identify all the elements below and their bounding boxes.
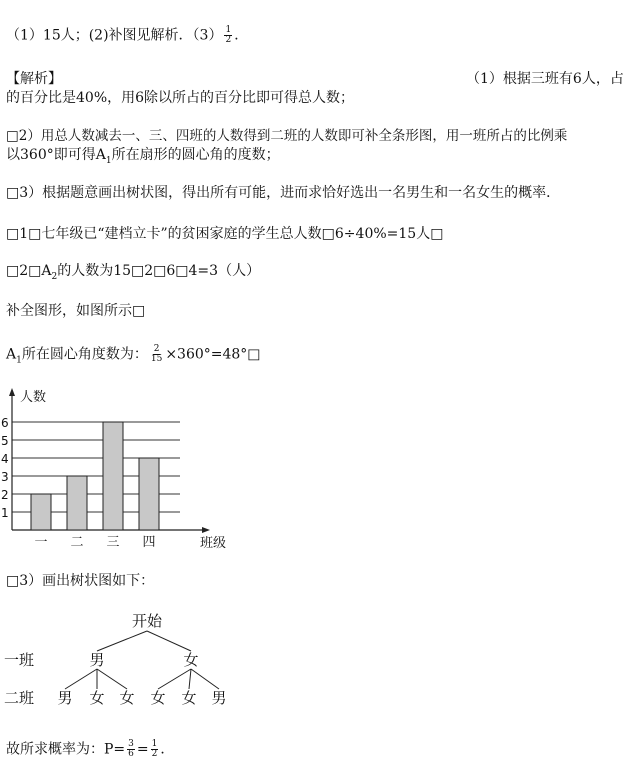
x-tick-label: 三 (106, 535, 120, 550)
answer-text: （1）15人；(2)补图见解析．（3） (6, 27, 223, 44)
tree-node-level2: 男 (57, 689, 73, 707)
y-tick-label: 3 (1, 470, 9, 484)
analysis-part1-start: （1）根据三班有6人，占 (466, 71, 624, 87)
bar (31, 494, 51, 530)
tree-node-level2: 女 (89, 689, 105, 707)
analysis-label: 【解析】 (6, 71, 62, 87)
answer-fraction: $\frac{1}{2}$ (225, 25, 232, 45)
analysis-part2-line1: □2）用总人数减去一、三、四班的人数得到二班的人数即可补全条形图，用一班所占的比例乘 (6, 128, 568, 144)
y-tick-label: 2 (1, 488, 9, 502)
analysis-part3: □3）根据题意画出树状图，得出所有可能，进而求恰好选出一名男生和一名女生的概率． (6, 185, 561, 201)
y-tick-label: 1 (1, 506, 9, 520)
tree-node-level2: 女 (150, 689, 166, 707)
answer-line: （1）15人；(2)补图见解析．（3） $\frac{1}{2}$ ． (6, 25, 249, 45)
bar-chart (0, 385, 240, 559)
bar (67, 476, 87, 530)
tree-intro: □3）画出树状图如下： (6, 573, 155, 589)
solution-step1: □1□七年级已“建档立卡”的贫困家庭的学生总人数□6÷40%=15人□ (6, 226, 444, 242)
x-tick-label: 四 (142, 535, 156, 550)
tree-branch (97, 669, 127, 689)
bar (139, 458, 159, 530)
solution-step2: $□2□A_2$的人数为15□2□6□4=3（人） (6, 263, 261, 282)
tree-level2-label: 二班 (4, 689, 35, 707)
solution-step3: 补全图形，如图所示□ (6, 303, 146, 319)
tree-node-level2: 女 (181, 689, 197, 707)
tree-branch (191, 669, 219, 689)
tree-branch (189, 669, 191, 689)
y-axis-label: 人数 (20, 390, 47, 405)
solution-angle: $A_1$所在圆心角度数为： $\frac{2}{15}$ ×360°=48°□ (6, 344, 261, 366)
analysis-part2-line2: 以360°即可得$A_1$所在扇形的圆心角的度数； (6, 147, 280, 166)
tree-diagram (0, 608, 260, 722)
x-axis-label: 班级 (200, 536, 227, 551)
analysis-part1-end: 的百分比是40%，用6除以所占的百分比即可得总人数； (6, 90, 355, 106)
bar-chart-svg (0, 385, 240, 555)
prob-fraction-2: $\frac{1}{2}$ (151, 739, 158, 759)
tree-branch (158, 669, 191, 689)
tree-node-level1: 男 (89, 651, 105, 669)
x-axis-arrow (202, 527, 210, 533)
x-tick-label: 一 (34, 535, 48, 550)
conclusion: 故所求概率为：P= $\frac{3}{6}$ = $\frac{1}{2}$ ． (6, 739, 175, 759)
tree-node-level2: 男 (211, 689, 227, 707)
y-axis-arrow (9, 388, 15, 396)
angle-fraction: $\frac{2}{15}$ (150, 344, 163, 364)
tree-branch (65, 669, 97, 689)
x-tick-label: 二 (70, 535, 84, 550)
tree-root: 开始 (131, 612, 163, 630)
prob-fraction-1: $\frac{3}{6}$ (128, 739, 134, 759)
tree-branch (147, 631, 191, 651)
y-tick-label: 4 (1, 452, 9, 466)
tree-node-level2: 女 (119, 689, 135, 707)
y-tick-label: 5 (1, 434, 9, 448)
tree-diagram-svg (0, 608, 260, 718)
tree-branch (97, 631, 147, 651)
bar (103, 422, 123, 530)
tree-level1-label: 一班 (4, 651, 35, 669)
tree-node-level1: 女 (183, 651, 199, 669)
y-tick-label: 6 (1, 416, 9, 430)
